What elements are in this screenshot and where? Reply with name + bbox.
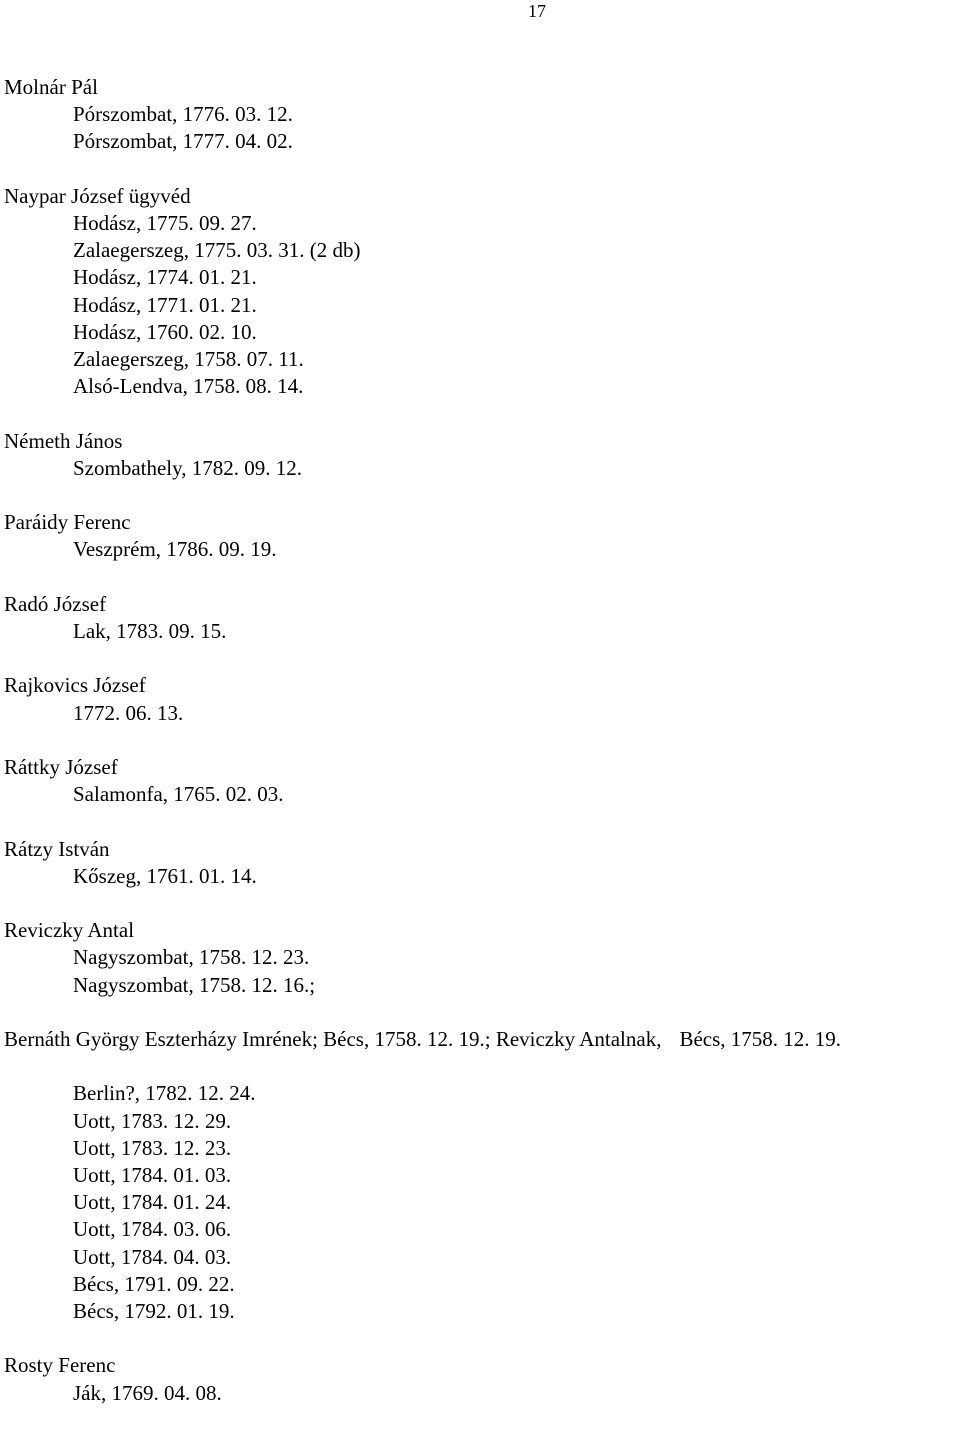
entry-line: Alsó-Lendva, 1758. 08. 14. [73,374,304,399]
entry-line: Hodász, 1760. 02. 10. [73,319,257,344]
note-line [4,1026,956,1053]
entry [4,836,956,890]
entry-name: Molnár Pál [4,75,98,99]
entry-line: Hodász, 1774. 01. 21. [73,265,257,290]
entry-name: Rajkovics József [4,673,146,698]
entry-line: Veszprém, 1786. 09. 19. [73,537,277,562]
entry-line: Uott, 1784. 01. 03. [73,1162,232,1187]
entry [4,74,956,156]
entry-line: Pórszombat, 1777. 04. 02. [73,129,293,154]
entry-line: Nagyszombat, 1758. 12. 16.; [73,972,316,997]
entry [4,183,956,401]
entry [4,754,956,808]
entry [4,917,956,999]
note-part: Bécs, 1758. 12. 19. [679,1026,842,1051]
entry-line: 1772. 06. 13. [73,700,184,725]
entry [4,509,956,563]
entry-line: Nagyszombat, 1758. 12. 23. [73,945,310,970]
entry-line: Kőszeg, 1761. 01. 14. [73,863,257,888]
entry-line: Hodász, 1775. 09. 27. [73,211,257,235]
continuation-block [4,1080,956,1325]
note-part: Bernáth György Eszterházy Imrének; Bécs, 1758. 12. 19.; Reviczky Antalnak, [4,1026,662,1051]
entry-name: Rátzy István [4,836,110,861]
entry-line: Uott, 1784. 01. 24. [73,1190,232,1215]
entry-line: Uott, 1783. 12. 23. [73,1135,232,1160]
entry-line: Pórszombat, 1776. 03. 12. [73,102,293,127]
entry [4,672,956,726]
entry-name: Radó József [4,591,107,616]
entry-line: Lak, 1783. 09. 15. [73,619,227,643]
entry-name: Naypar József ügyvéd [4,183,191,208]
entry-line: Ják, 1769. 04. 08. [73,1380,222,1405]
entry-line: Zalaegerszeg, 1758. 07. 11. [73,347,304,372]
entry-line: Szombathely, 1782. 09. 12. [73,455,303,480]
entry-line: Zalaegerszeg, 1775. 03. 31. (2 db) [73,238,361,263]
entry-line: Berlin?, 1782. 12. 24. [73,1081,256,1106]
entry-line: Bécs, 1792. 01. 19. [73,1298,235,1323]
entry [4,1352,956,1406]
entry-name: Rosty Ferenc [4,1353,116,1378]
entry-name: Ráttky József [4,754,118,779]
entry [4,591,956,645]
page-number: 17 [528,1,546,21]
entry-line: Bécs, 1791. 09. 22. [73,1271,235,1296]
entry-line: Uott, 1784. 03. 06. [73,1217,232,1242]
entry-name: Reviczky Antal [4,918,135,943]
entry-line: Hodász, 1771. 01. 21. [73,292,257,317]
entry-line: Salamonfa, 1765. 02. 03. [73,782,284,807]
correspondence-list [4,74,956,1434]
entry-name: Paráidy Ferenc [4,510,131,535]
entry-line: Uott, 1784. 04. 03. [73,1244,232,1269]
entry-line: Uott, 1783. 12. 29. [73,1108,232,1133]
entry-name: Németh János [4,428,123,453]
entry [4,428,956,482]
